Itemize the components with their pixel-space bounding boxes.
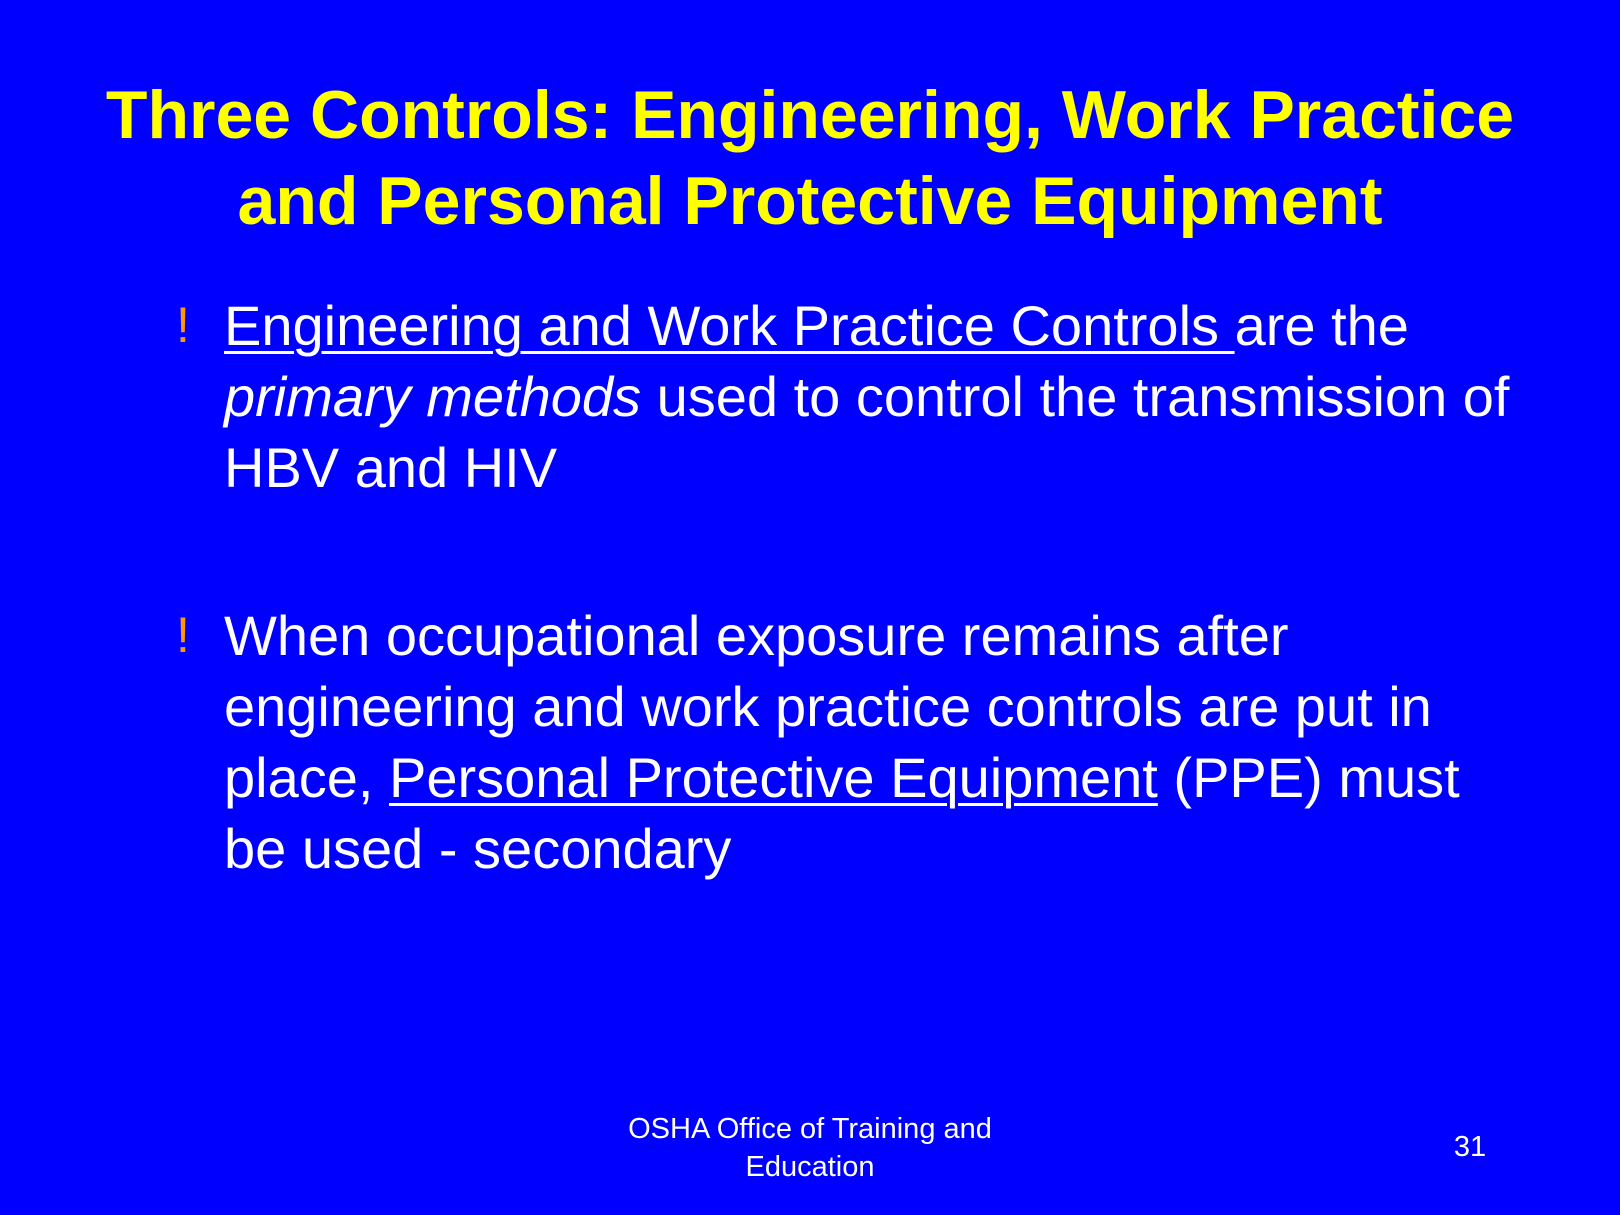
footer-line-1: OSHA Office of Training and bbox=[628, 1113, 992, 1145]
bullet-text bbox=[224, 290, 1514, 503]
slide-title bbox=[40, 72, 1580, 244]
slide-title-line-2: and Personal Protective Equipment bbox=[237, 163, 1383, 239]
footer-line-2: Education bbox=[745, 1151, 875, 1183]
bullet-text-segment: (PPE) must be used - secondary bbox=[224, 746, 1460, 880]
bullet-text-segment: used to control the transmission of HBV and HIV bbox=[224, 365, 1510, 499]
bullet-text bbox=[224, 600, 1514, 884]
underlined-term-engineering-controls: Engineering and Work Practice Controls bbox=[224, 294, 1235, 357]
emphasis-primary-methods: primary methods bbox=[224, 365, 642, 428]
bullet-text-segment: When occupational exposure remains after engineering and work practice controls are put in place, bbox=[224, 604, 1432, 809]
slide-footer bbox=[560, 1110, 1060, 1186]
bullet-marker-icon: ! bbox=[176, 297, 190, 353]
slide-title-line-1: Three Controls: Engineering, Work Practice bbox=[105, 77, 1515, 153]
underlined-term-ppe: Personal Protective Equipment bbox=[389, 746, 1158, 809]
bullet-text-segment: are the bbox=[1234, 294, 1409, 357]
bullet-marker-icon: ! bbox=[176, 607, 190, 663]
slide-number: 31 bbox=[1453, 1131, 1487, 1163]
